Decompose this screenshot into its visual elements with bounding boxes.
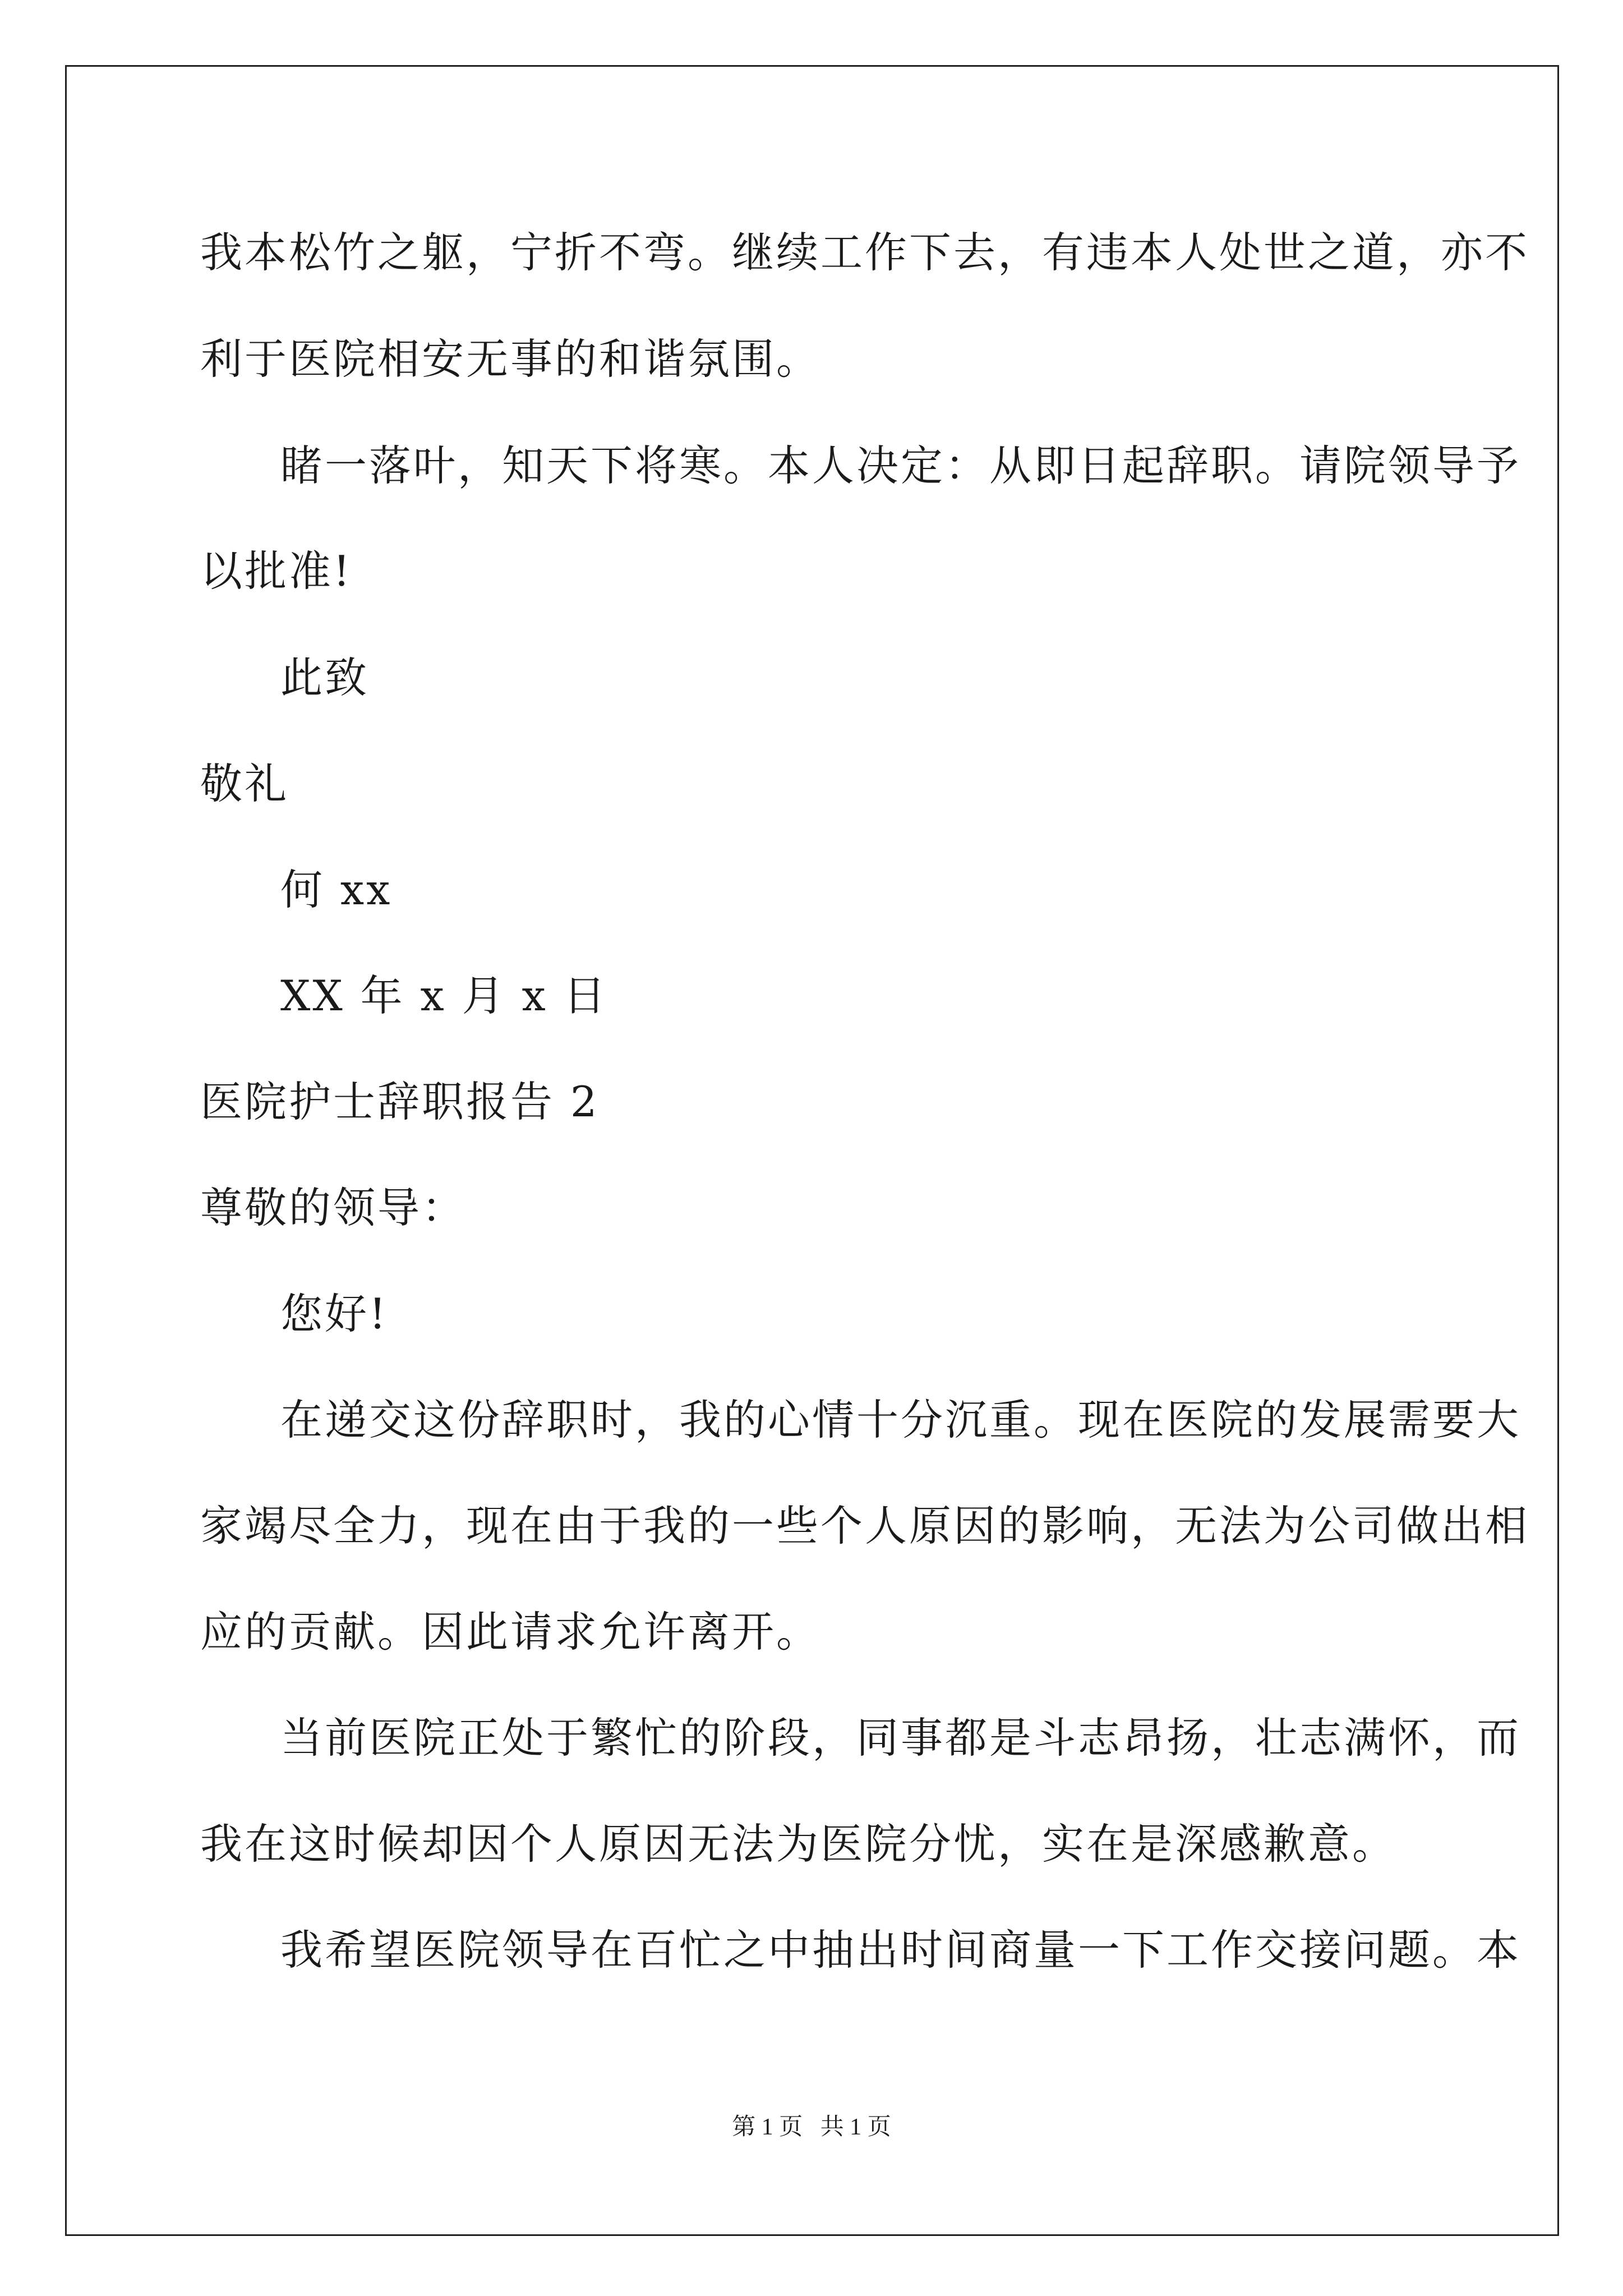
body-line-2: 利于医院相安无事的和谐氛围。: [200, 334, 821, 384]
closing-salutation: 此致: [280, 653, 370, 702]
hello-line: 您好!: [280, 1289, 389, 1338]
body-line-4: 以批准!: [200, 546, 353, 596]
section-title: 医院护士辞职报告 2: [200, 1077, 600, 1126]
signature-name: 何 xx: [280, 865, 393, 914]
body-line-17: 我希望医院领导在百忙之中抽出时间商量一下工作交接问题。本: [280, 1925, 1521, 1975]
body-line-1: 我本松竹之躯，宁折不弯。继续工作下去，有违本人处世之道，亦不: [200, 228, 1530, 277]
body-line-14: 应的贡献。因此请求允许离开。: [200, 1607, 821, 1657]
body-line-16: 我在这时候却因个人原因无法为医院分忧，实在是深感歉意。: [200, 1819, 1397, 1869]
body-line-15: 当前医院正处于繁忙的阶段，同事都是斗志昂扬，壮志满怀，而: [280, 1713, 1521, 1763]
closing-regards: 敬礼: [200, 759, 289, 808]
page-number-footer: 第 1 页 共 1 页: [732, 2114, 891, 2140]
body-line-3: 睹一落叶，知天下将寒。本人决定：从即日起辞职。请院领导予: [280, 441, 1521, 490]
body-line-13: 家竭尽全力，现在由于我的一些个人原因的影响，无法为公司做出相: [200, 1501, 1530, 1550]
signature-date: XX 年 x 月 x 日: [280, 971, 608, 1020]
page-border: [65, 65, 1559, 2236]
greeting-line: 尊敬的领导：: [200, 1183, 467, 1232]
body-line-12: 在递交这份辞职时，我的心情十分沉重。现在医院的发展需要大: [280, 1395, 1521, 1444]
